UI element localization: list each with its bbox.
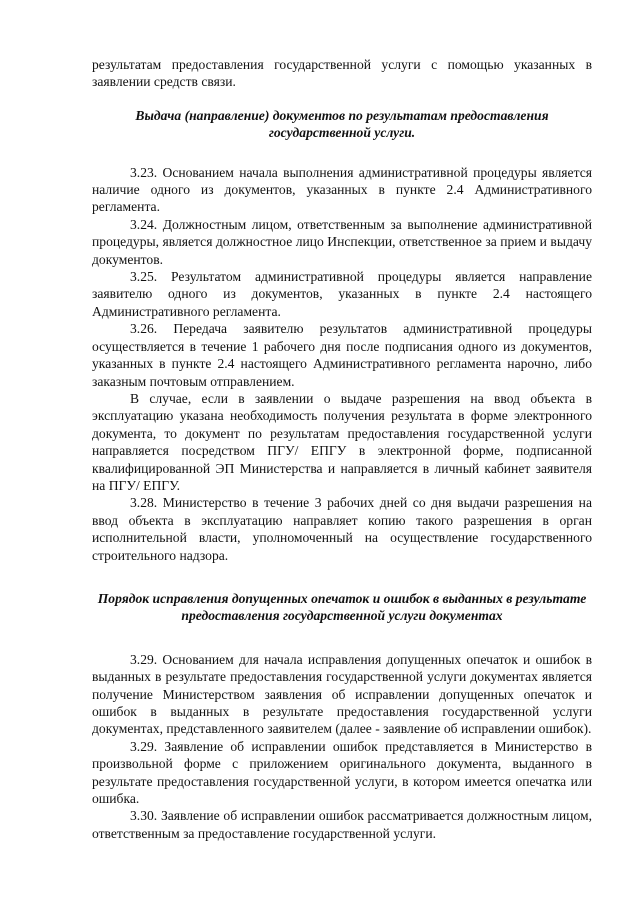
paragraph-3-30: 3.30. Заявление об исправлении ошибок рассматривается должностным лицом, ответственным за предоставление государственной услуги. (92, 808, 592, 841)
paragraph-3-29-application: 3.29. Заявление об исправлении ошибок представляется в Министерство в произвольной форме с приложением оригинального документа, выданного в результате предоставления государственной услуги, в котором имеется опечатка или ошибка. (92, 738, 592, 807)
paragraph-3-24: 3.24. Должностным лицом, ответственным за выполнение административной процедуры, является должностное лицо Инспекции, ответственное за прием и выдачу документов. (92, 216, 592, 267)
section-heading-corrections: Порядок исправления допущенных опечаток и ошибок в выданных в результате предоставления государственной услуги документах (97, 590, 587, 624)
paragraph-continuation: результатам предоставления государственной услуги с помощью указанных в заявлении средств связи. (92, 57, 592, 90)
paragraph-3-28: 3.28. Министерство в течение 3 рабочих дней со дня выдачи разрешения на ввод объекта в эксплуатацию направляет копию такого разрешения в орган исполнительной власти, уполномоченный на осуществление государственного строительного надзора. (92, 495, 592, 563)
paragraph-3-23: 3.23. Основанием начала выполнения административной процедуры является наличие одного из документов, указанных в пункте 2.4 Административного регламента. (92, 164, 592, 215)
paragraph-3-29-basis: 3.29. Основанием для начала исправления допущенных опечаток и ошибок в выданных в результате предоставления государственной услуги документах является получение Министерством заявления об исправлении допущенных опечаток и ошибок в выданных в результате предоставления государственной услуги документах, представленного заявителем (далее - заявление об исправлении ошибок). (92, 651, 592, 737)
paragraph-electronic-delivery: В случае, если в заявлении о выдаче разрешения на ввод объекта в эксплуатацию указана необходимость получения результата в форме электронного документа, то документ по результатам предоставления государственной услуги направляется посредством ПГУ/ ЕПГУ в электронной форме, подписанной квалифицированной ЭП Министерства и направляется в личный кабинет заявителя на ПГУ/ ЕПГУ. (92, 390, 592, 493)
section-heading-issuance: Выдача (направление) документов по результатам предоставления государственной услуги. (135, 107, 549, 141)
paragraph-3-25: 3.25. Результатом административной процедуры является направление заявителю одного из документов, указанных в пункте 2.4 настоящего Административного регламента. (92, 269, 592, 319)
paragraph-3-26: 3.26. Передача заявителю результатов административной процедуры осуществляется в течение 1 рабочего дня после подписания одного из документов, указанных в пункте 2.4 настоящего Административного регламента нарочно, либо заказным почтовым отправлением. (92, 321, 592, 389)
